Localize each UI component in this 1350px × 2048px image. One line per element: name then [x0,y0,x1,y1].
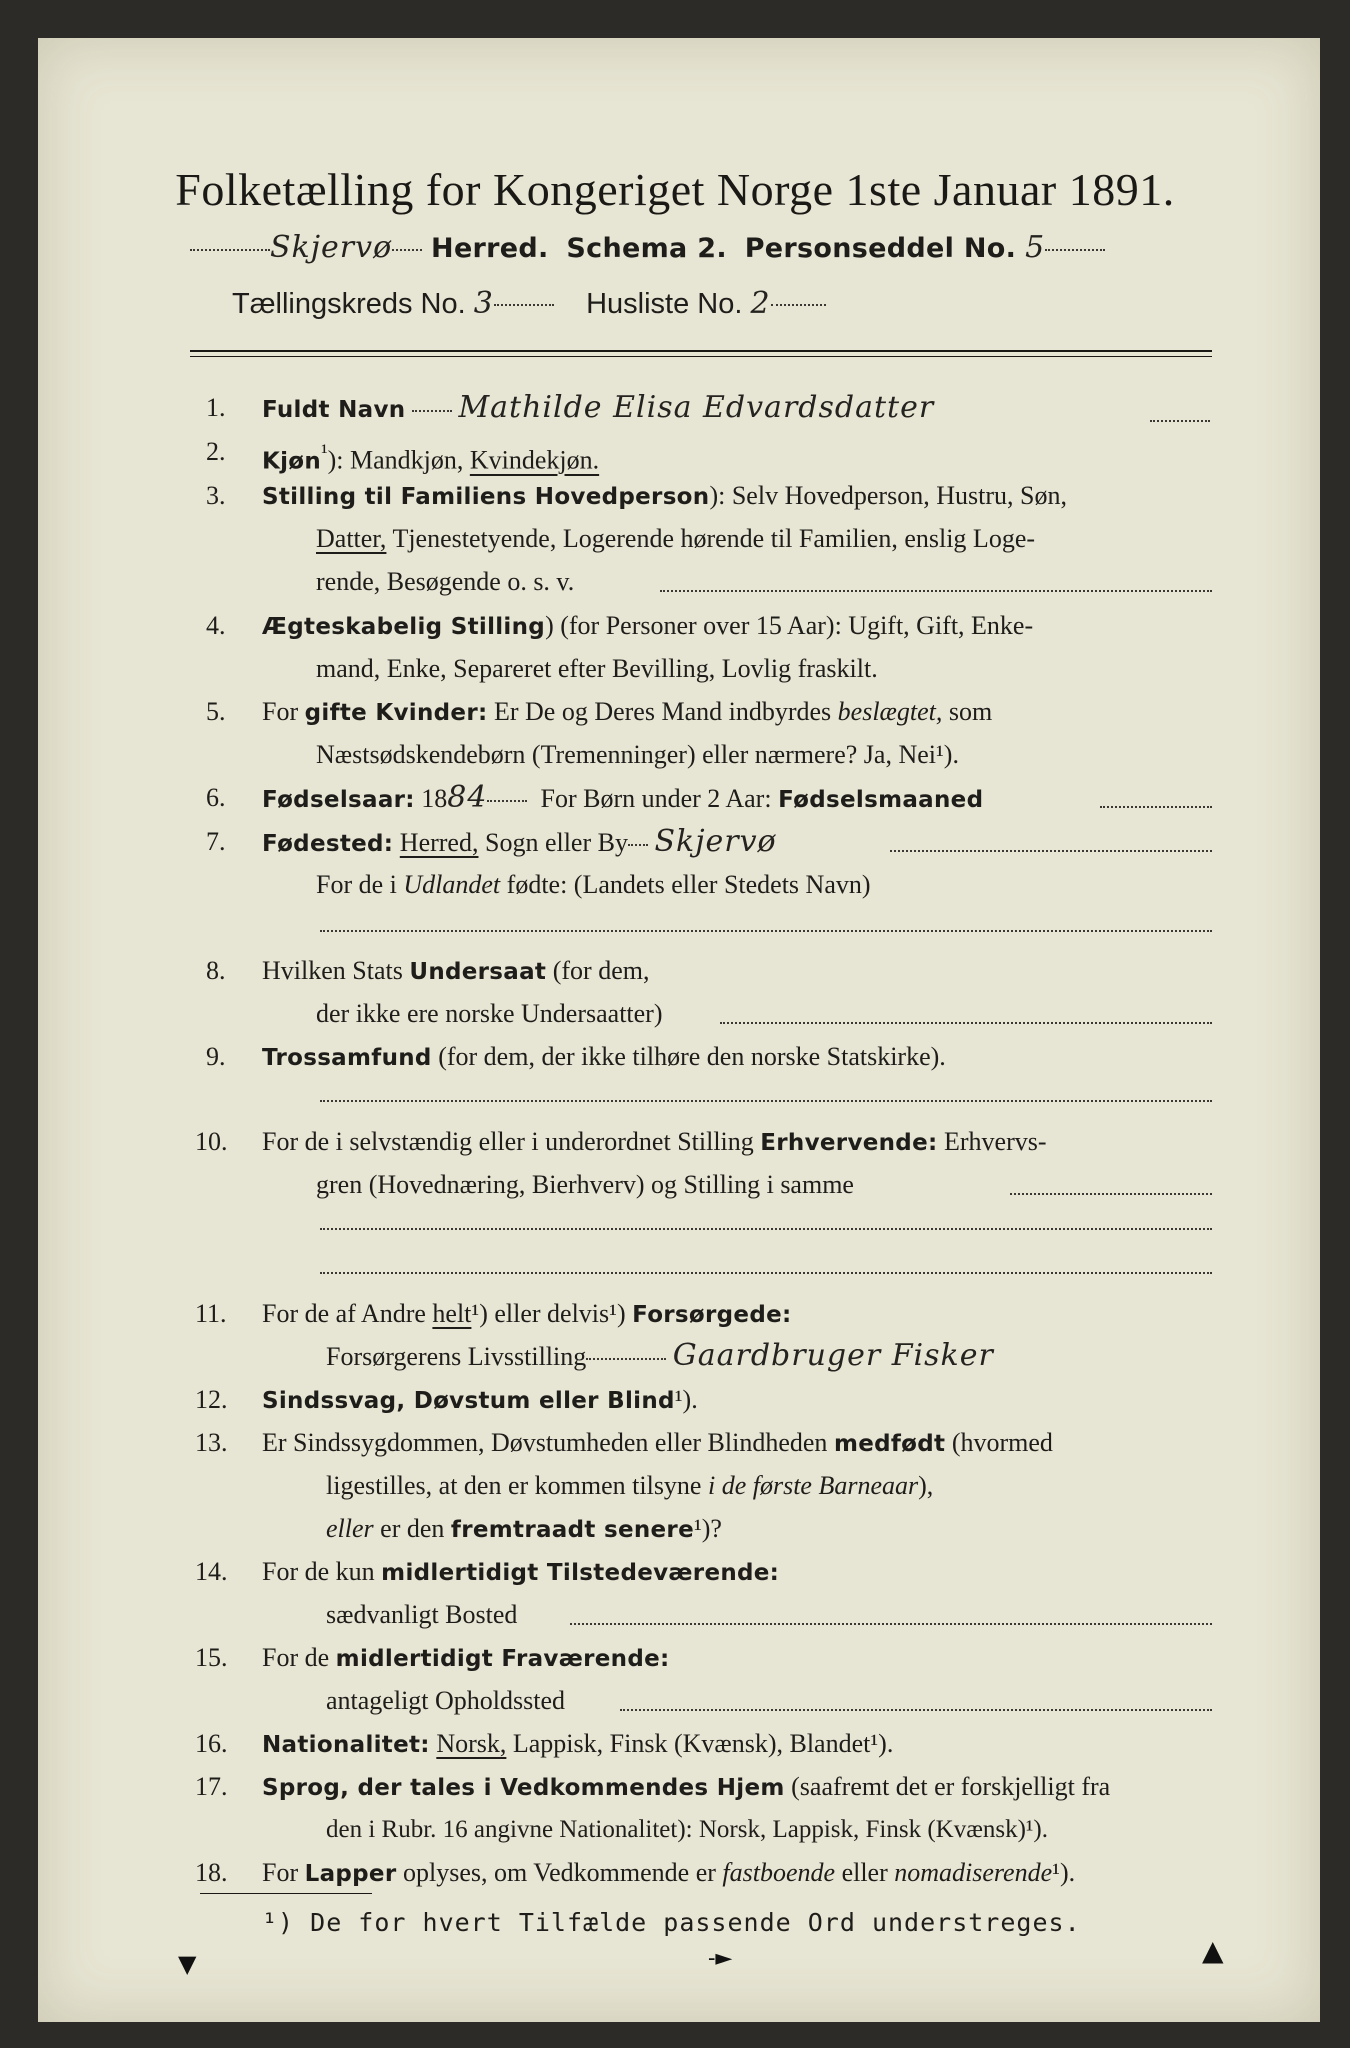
q7-number: 7. [206,827,226,856]
q13-line3-end: ¹)? [693,1514,722,1543]
q15-line1 [262,1642,669,1675]
q6-label: Fødselsaar: [262,787,415,813]
q13-rest: (hvormed [945,1428,1053,1457]
q9-blank-line [320,1100,1212,1102]
q18-line [262,1857,1075,1890]
q5-label: gifte Kvinder: [304,700,488,726]
q3-line2-rest: Tjenestetyende, Logerende hørende til Familien, enslig Loge- [386,524,1036,553]
q11-line2 [326,1340,994,1373]
q1-number: 1. [206,393,226,422]
q8-label: Undersaat [409,959,547,985]
q17-number: 17. [195,1772,228,1801]
q1-dots [1150,420,1210,422]
q10-number: 10. [195,1127,228,1156]
q14-pre: For de kun [262,1557,382,1586]
q3-option-datter: Datter, [316,524,387,553]
q6-label2: Fødselsmaaned [778,787,984,813]
q3-line3 [316,566,574,598]
q3-line1-rest: ): Selv Hovedperson, Hustru, Søn, [709,481,1067,510]
q5-line1 [262,696,992,729]
q14-line2 [326,1599,517,1631]
q8-rest: (for dem, [546,956,650,985]
q15-label: midlertidigt Fraværende: [335,1646,670,1672]
ink-mark-middle: ‐► [708,1946,733,1971]
q17-line2-text: den i Rubr. 16 angivne Nationalitet): Norsk, Lappisk, Finsk (Kvænsk)¹). [326,1816,1048,1843]
q10-rest: Erhvervs- [937,1127,1047,1156]
q13-line3-italic: eller [326,1514,374,1543]
q18-mid: eller [835,1858,895,1887]
q14-dots [570,1623,1212,1625]
herred-label: Herred. [431,233,549,264]
q8-pre: Hvilken Stats [262,956,410,985]
q11-number: 11. [195,1299,227,1328]
footnote-rule [200,1893,372,1894]
q15-line2-text: antageligt Opholdssted [326,1686,566,1715]
kreds-label: Tællingskreds No. [232,288,466,320]
q2-option-kvindekjon: Kvindekjøn. [469,445,600,475]
q7-line1 [262,826,777,860]
q4-label: Ægteskabelig Stilling [262,614,546,640]
q18-rest: oplyses, om Vedkommende er [396,1858,723,1887]
q6-dots [1100,806,1212,808]
q12-label: Sindssvag, Døvstum eller Blind [262,1388,675,1414]
personseddel-value: 5 [1025,230,1046,265]
q11-option-helt: helt [432,1299,472,1328]
ink-mark-right: ▲ [1202,1934,1224,1967]
q9-label: Trossamfund [262,1045,432,1071]
q5-line2 [316,739,959,771]
q13-line3-bold: fremtraadt senere [450,1517,694,1543]
q3-number: 3. [206,481,226,510]
q18-pre: For [262,1858,305,1887]
q3-line2 [316,523,1035,555]
q4-line1-rest: ) (for Personer over 15 Aar): Ugift, Gift, Enke- [545,611,1034,640]
q15-dots [620,1709,1212,1711]
q5-line1-rest: Er De og Deres Mand indbyrdes [487,697,838,726]
q2-label: Kjøn [262,448,322,475]
kreds-value: 3 [473,286,494,321]
q13-number: 13. [195,1428,228,1457]
q6-number: 6. [206,783,226,812]
q8-line1 [262,955,649,988]
q14-line2-text: sædvanligt Bosted [326,1600,518,1629]
q18-label: Lapper [304,1861,397,1887]
q10-line1 [262,1126,1047,1159]
q10-blank-line-1 [320,1228,1212,1230]
kreds-row [232,286,826,321]
q10-dots [1010,1193,1212,1195]
q7-line2-rest: fødte: (Landets eller Stedets Navn) [500,870,871,899]
q8-dots [720,1022,1212,1024]
q14-label: midlertidigt Tilstedeværende: [381,1560,780,1586]
q5-number: 5. [206,697,226,726]
q15-pre: For de [262,1643,336,1672]
q14-number: 14. [195,1557,228,1586]
q7-option-herred: Herred, [399,828,479,857]
husliste-value: 2 [750,286,771,321]
census-form-page [38,38,1320,2022]
q13-line3-mid: er den [373,1514,451,1543]
q7-label: Fødested: [262,831,394,857]
q18-end: ¹). [1052,1858,1076,1887]
q2-number: 2. [206,437,226,466]
ink-mark-left: ▼ [178,1950,197,1978]
q10-line2 [316,1169,854,1201]
q11-line2-text: Forsørgerens Livsstilling [326,1342,587,1371]
q3-dots [660,590,1212,592]
q6-prefix: 18 [421,784,448,813]
q13-line2-italic: i de første Barneaar [707,1471,919,1500]
q12-rest: ¹). [674,1385,698,1414]
q16-rest: Lappisk, Finsk (Kvænsk), Blandet¹). [506,1729,894,1758]
form-title: Folketælling for Kongeriget Norge 1ste Januar 1891. [175,164,1175,215]
q13-line2-pre: ligestilles, at den er kommen tilsyne [326,1471,708,1500]
q2-sup: ¹ [321,440,328,464]
q7-line2-italic: Udlandet [403,870,501,899]
q10-blank-line-2 [320,1272,1212,1274]
header-rule-top [190,350,1212,352]
q8-line2-text: der ikke ere norske Undersaatter) [316,999,663,1028]
q5-line1-end: som [942,697,993,726]
q11-line1 [262,1298,792,1331]
q13-line1 [262,1427,1053,1460]
q11-value: Gaardbruger Fisker [672,1338,994,1373]
q6-mid: For Børn under 2 Aar: [540,784,779,813]
q10-pre: For de i selvstændig eller i underordnet Stilling [262,1127,761,1156]
q4-line2-text: mand, Enke, Separeret efter Bevilling, Lovlig fraskilt. [316,654,878,683]
q2-line [262,436,599,478]
herred-row [190,230,1105,265]
q13-line2-end: ), [918,1471,934,1500]
schema-label: Schema 2. [566,233,727,264]
q3-line3-text: rende, Besøgende o. s. v. [316,567,575,596]
herred-value: Skjervø [270,230,393,265]
q17-label: Sprog, der tales i Vedkommendes Hjem [262,1775,785,1801]
q15-number: 15. [195,1643,228,1672]
q16-number: 16. [195,1729,228,1758]
q5-line2-text: Næstsødskendebørn (Tremenninger) eller nærmere? Ja, Nei¹). [316,740,959,769]
q5-pre: For [262,697,305,726]
q8-line2 [316,998,663,1030]
q4-line2 [316,653,878,685]
q3-line1 [262,480,1067,513]
q3-label: Stilling til Familiens Hovedperson [262,484,710,510]
q7-value: Skjervø [654,824,777,859]
q12-number: 12. [195,1385,228,1414]
husliste-label: Husliste No. [586,288,743,320]
q7-blank-line [320,930,1212,932]
q2-rest: ): Mandkjøn, [327,445,470,475]
q9-number: 9. [206,1042,226,1071]
q1-label: Fuldt Navn [262,397,406,423]
q13-line2 [326,1470,933,1502]
q7-rest: Sogn eller By [478,828,628,857]
q13-label: medfødt [833,1431,946,1457]
q11-pre: For de af Andre [262,1299,433,1328]
q15-line2 [326,1685,565,1717]
q6-value: 84 [447,780,488,815]
q11-label: Forsørgede: [632,1302,792,1328]
q11-mid: ¹) eller delvis¹) [471,1299,633,1328]
footnote: ¹) De for hvert Tilfælde passende Ord understreges. [262,1908,1081,1937]
q14-line1 [262,1556,779,1589]
q6-line [262,782,983,816]
q4-line1 [262,610,1033,643]
q1-line [262,392,934,426]
q4-number: 4. [206,611,226,640]
q5-italic: beslægtet, [837,697,943,726]
q12-line [262,1384,698,1417]
q18-italic1: fastboende [722,1858,836,1887]
q9-rest: (for dem, der ikke tilhøre den norske Statskirke). [431,1042,946,1071]
q17-line1 [262,1771,1110,1804]
q16-line [262,1728,893,1761]
q18-italic2: nomadiserende [894,1858,1053,1887]
q1-value: Mathilde Elisa Edvardsdatter [458,390,935,425]
q9-line [262,1041,946,1074]
q7-line2 [316,869,871,901]
q16-option-norsk: Norsk, [436,1729,507,1758]
q18-number: 18. [195,1858,228,1887]
q7-dots [890,850,1212,852]
q7-line2-pre: For de i [316,870,404,899]
q13-line3 [326,1513,722,1546]
q16-label: Nationalitet: [262,1732,430,1758]
q10-label: Erhvervende: [760,1130,938,1156]
q17-line2 [326,1814,1048,1846]
personseddel-label: Personseddel No. [744,233,1017,264]
header-rule-bottom [190,356,1212,357]
q17-rest: (saafremt det er forskjelligt fra [784,1772,1111,1801]
q13-pre: Er Sindssygdommen, Døvstumheden eller Blindheden [262,1428,834,1457]
q8-number: 8. [206,956,226,985]
q10-line2-text: gren (Hovednæring, Bierhverv) og Stilling i samme [316,1170,854,1199]
